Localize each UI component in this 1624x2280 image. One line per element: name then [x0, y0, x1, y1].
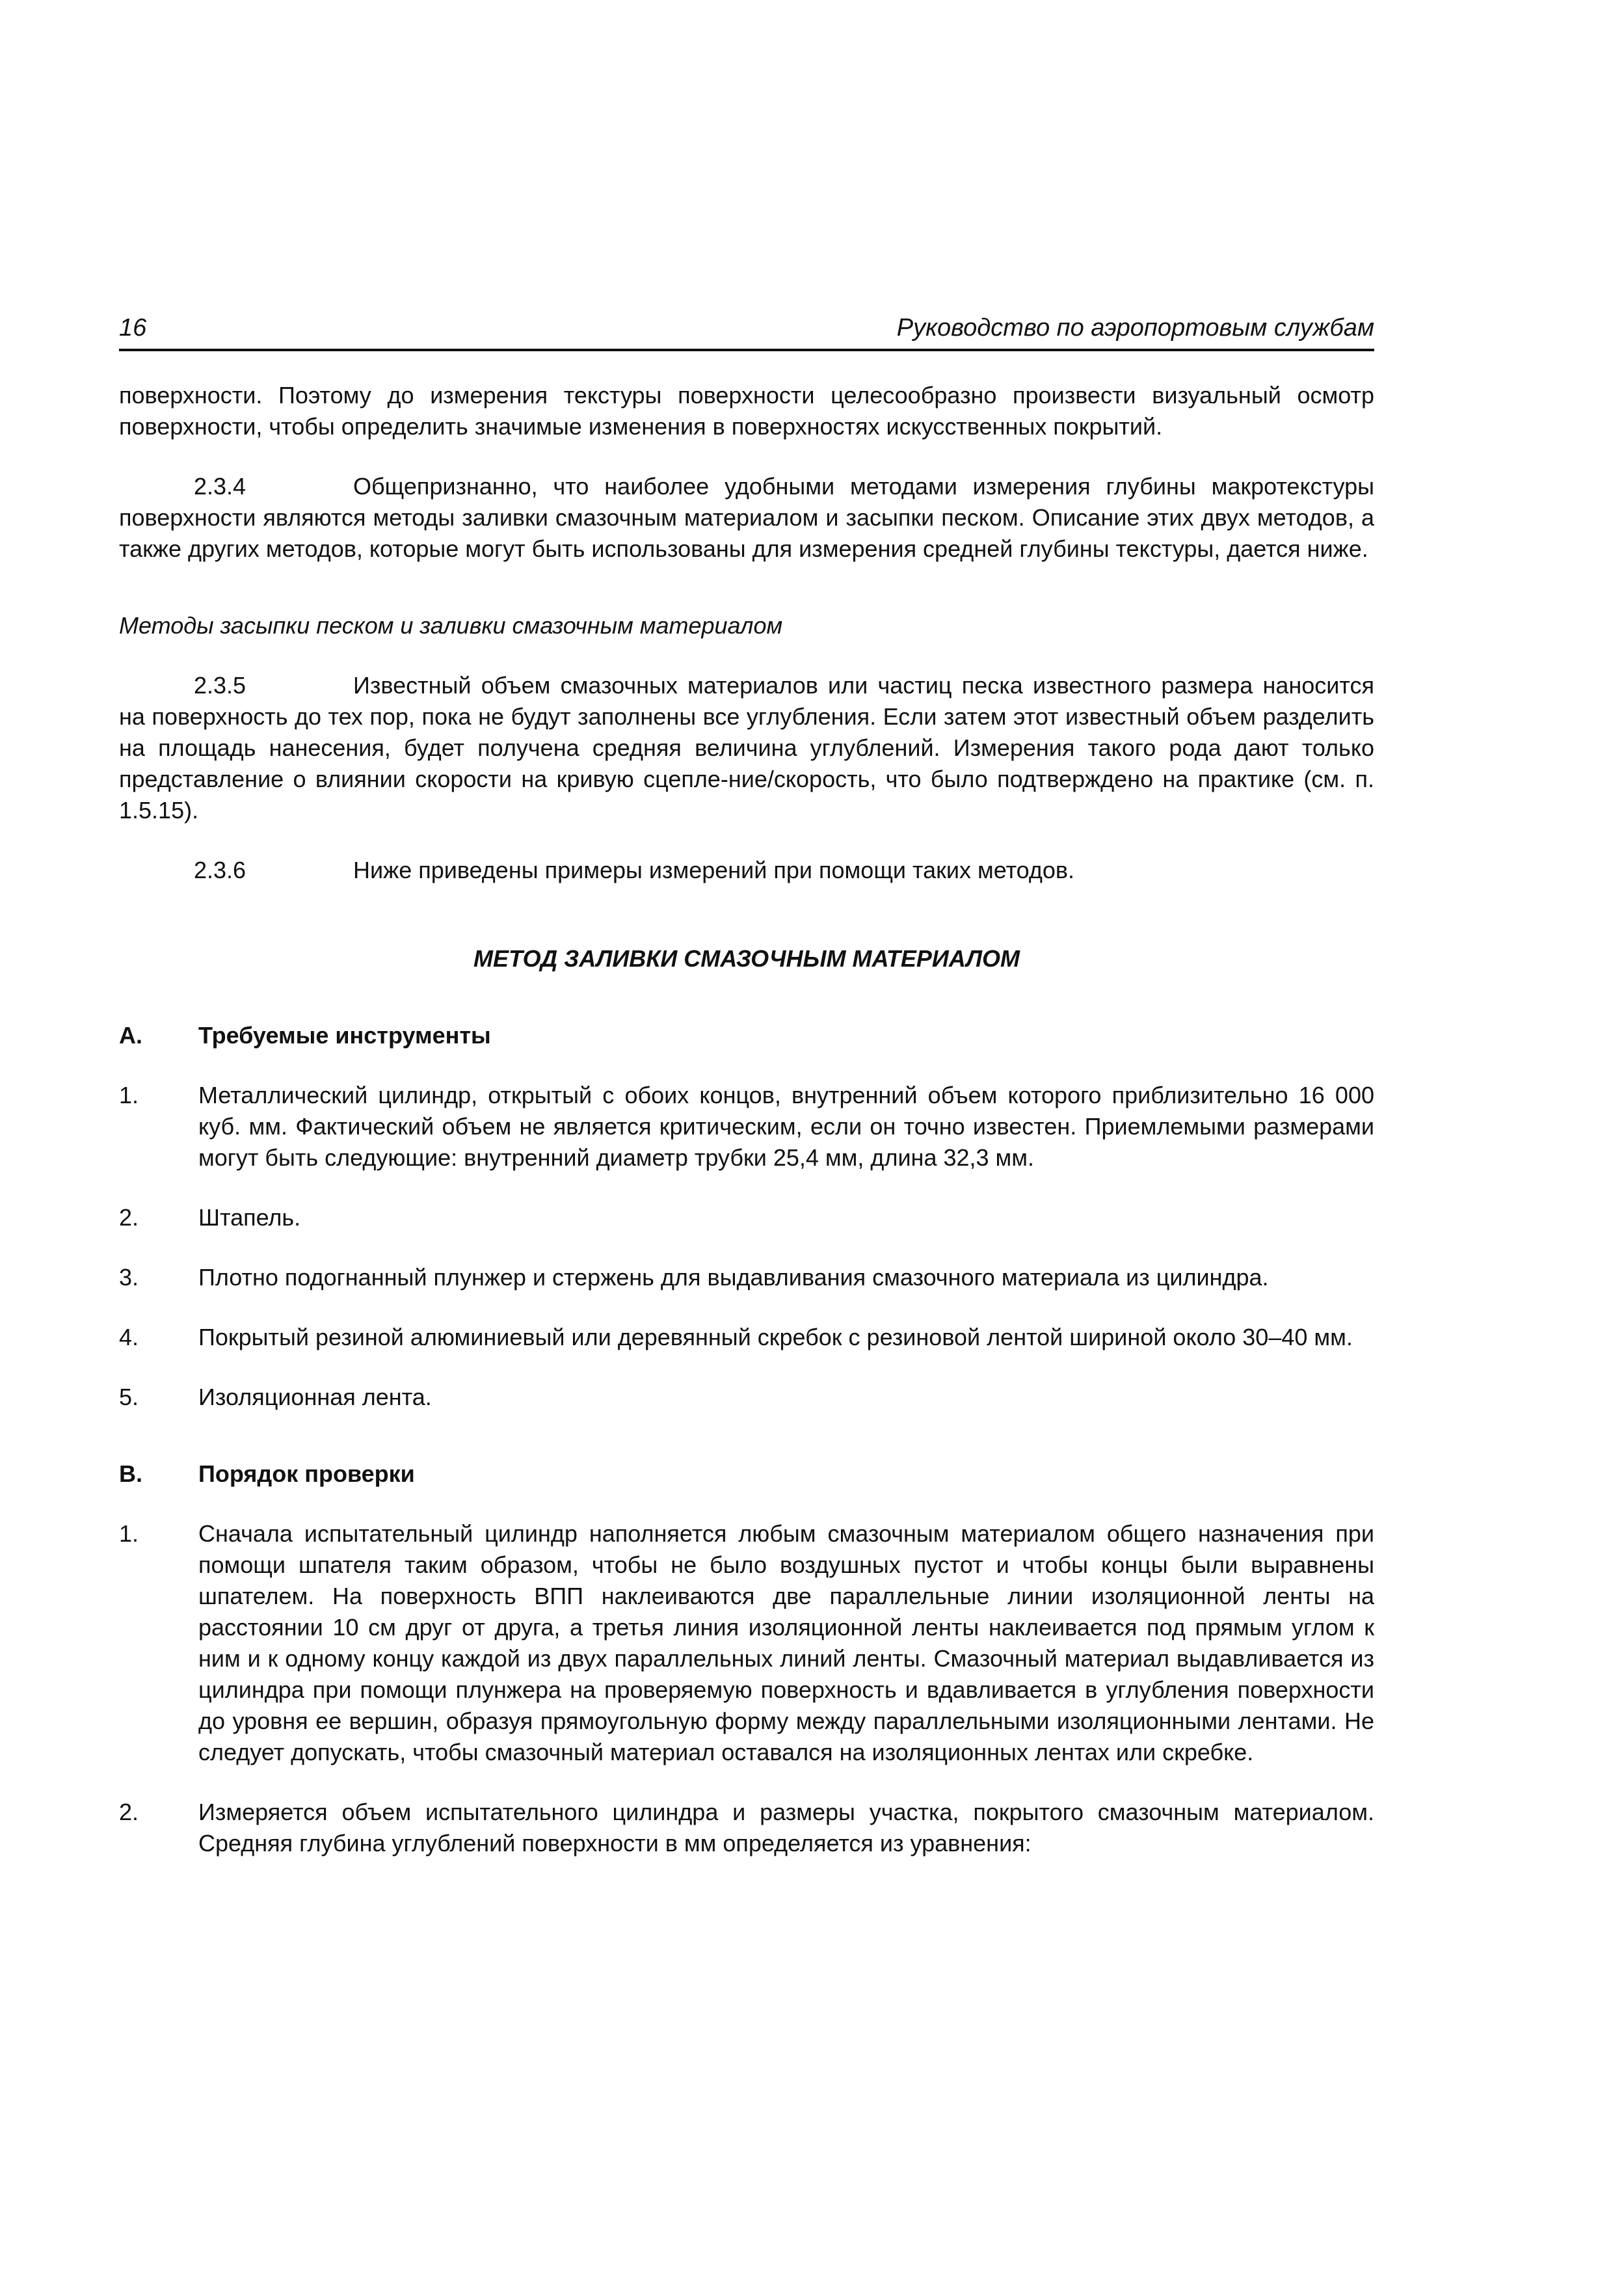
running-title: Руководство по аэропортовым службам — [896, 314, 1374, 342]
running-header — [119, 312, 1374, 351]
item-text: Штапель. — [198, 1204, 301, 1231]
item-text: Металлический цилиндр, открытый с обоих концов, внутренний объем которого приблизительно 16 000 куб. мм. Фактический объем не является критическим, если он точно известен. Приемлемыми размерами могут быть следующие: внутренний диаметр трубки 25,4 мм, длина 32,3 мм. — [198, 1082, 1374, 1171]
item-text: Сначала испытательный цилиндр наполняется любым смазочным материалом общего назначения при помощи шпателя таким образом, чтобы не было воздушных пустот и чтобы концы были выравнены шпателем. На поверхность ВПП наклеиваются две параллельные линии изоляционной ленты на расстоянии 10 см друг от друга, а третья линия изоляционной ленты наклеивается под прямым углом к ним и к одному концу каждой из двух параллельных линий ленты. Смазочный материал выдавливается из цилиндра при помощи плунжера на проверяемую поверхность и вдавливается в углубления поверхности до уровня ее вершин, образуя прямоугольную форму между параллельными изоляционными лентами. Не следует допускать, чтобы смазочный материал оставался на изоляционных лентах или скребке. — [198, 1520, 1374, 1765]
section-heading-text: Требуемые инструменты — [198, 1022, 491, 1049]
list-item — [119, 1080, 1374, 1174]
item-number: 2. — [119, 1799, 139, 1825]
paragraph-number: 2.3.6 — [194, 857, 246, 883]
page-number: 16 — [119, 314, 147, 342]
paragraph-2-3-4 — [119, 471, 1374, 565]
section-b-heading — [119, 1458, 1374, 1490]
paragraph-number: 2.3.4 — [194, 473, 246, 500]
list-item — [119, 1262, 1374, 1293]
paragraph-2-3-6 — [119, 855, 1374, 886]
section-marker: A. — [119, 1022, 142, 1049]
method-heading: МЕТОД ЗАЛИВКИ СМАЗОЧНЫМ МАТЕРИАЛОМ — [473, 945, 1020, 972]
list-item — [119, 1202, 1374, 1233]
list-item — [119, 1518, 1374, 1768]
item-text: Изоляционная лента. — [198, 1384, 432, 1410]
paragraph-text: Известный объем смазочных материалов или частиц песка известного размера наносится на поверхность до тех пор, пока не будут заполнены все углубления. Если затем этот известный объем разделить на площадь нанесения, будет получена средняя величина углублений. Измерения такого рода дают только представление о влиянии скорости на кривую сцепле-ние/скорость, что было подтверждено на практике (см. п. 1.5.15). — [119, 672, 1374, 824]
section-a-heading — [119, 1020, 1374, 1051]
section-marker: B. — [119, 1460, 142, 1487]
list-item — [119, 1382, 1374, 1413]
section-title: Методы засыпки песком и заливки смазочным материалом — [119, 612, 783, 639]
paragraph-text: Общепризнанно, что наиболее удобными методами измерения глубины макротекстуры поверхности являются методы заливки смазочным материалом и засыпки песком. Описание этих двух методов, а также других методов, которые могут быть использованы для измерения средней глубины текстуры, дается ниже. — [119, 473, 1374, 562]
item-number: 2. — [119, 1204, 139, 1231]
intro-paragraph: поверхности. Поэтому до измерения текстуры поверхности целесообразно произвести визуальный осмотр поверхности, чтобы определить значимые изменения в поверхностях искусственных покрытий. — [119, 382, 1374, 440]
document-page — [119, 312, 1374, 1859]
item-number: 1. — [119, 1082, 139, 1108]
item-number: 5. — [119, 1384, 139, 1410]
item-text: Измеряется объем испытательного цилиндра и размеры участка, покрытого смазочным материалом. Средняя глубина углублений поверхности в мм определяется из уравнения: — [198, 1799, 1374, 1857]
paragraph-text: Ниже приведены примеры измерений при помощи таких методов. — [353, 857, 1075, 883]
list-item — [119, 1322, 1374, 1353]
item-text: Плотно подогнанный плунжер и стержень для выдавливания смазочного материала из цилиндра. — [198, 1264, 1269, 1291]
item-number: 1. — [119, 1520, 139, 1547]
item-number: 3. — [119, 1264, 139, 1291]
paragraph-2-3-5 — [119, 670, 1374, 826]
item-number: 4. — [119, 1324, 139, 1350]
paragraph-number: 2.3.5 — [194, 672, 246, 699]
list-item — [119, 1797, 1374, 1859]
item-text: Покрытый резиной алюминиевый или деревянный скребок с резиновой лентой шириной около 30–40 мм. — [198, 1324, 1353, 1350]
section-heading-text: Порядок проверки — [198, 1460, 415, 1487]
